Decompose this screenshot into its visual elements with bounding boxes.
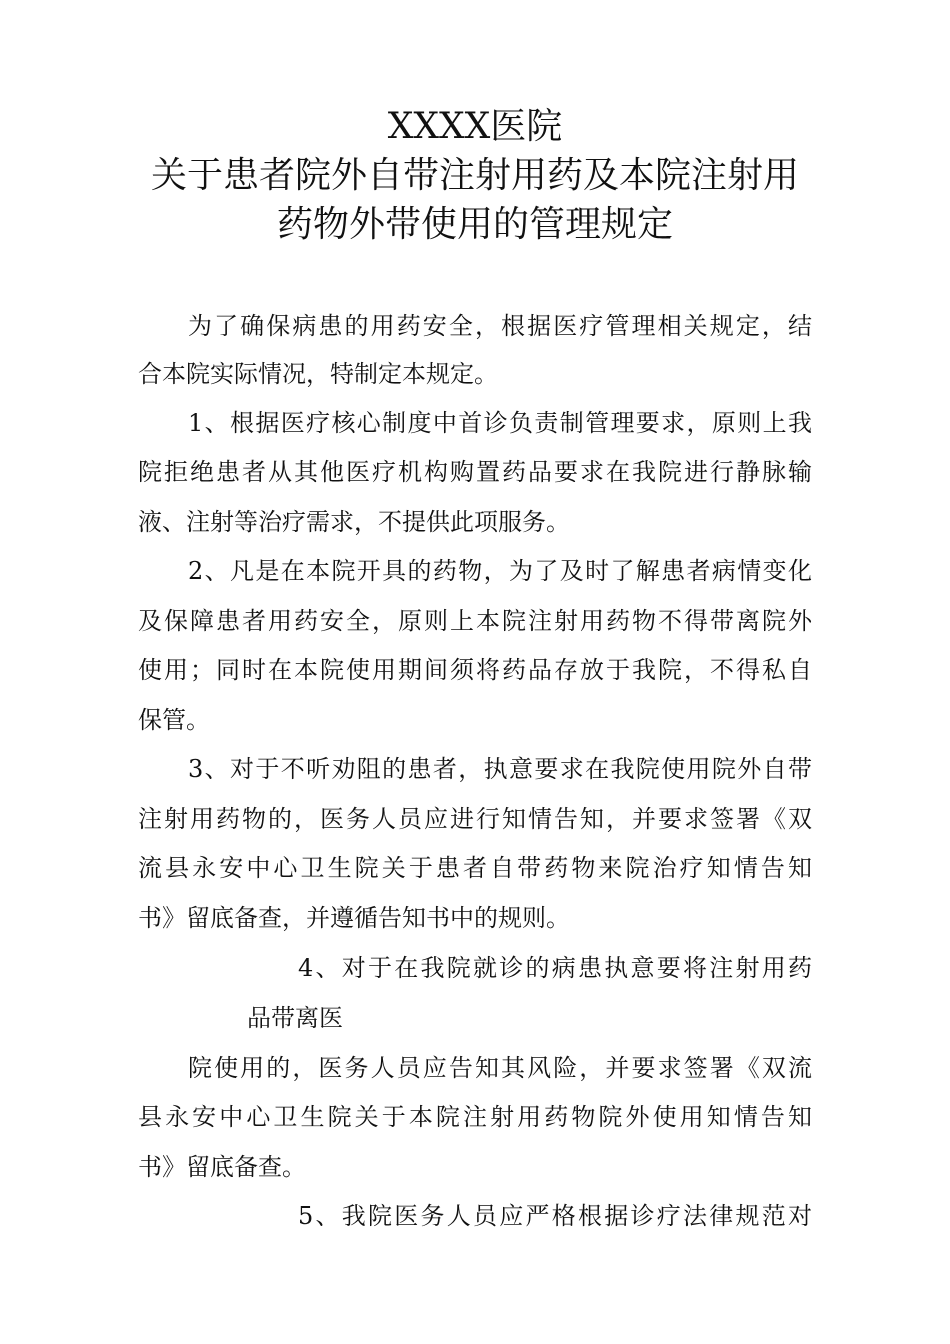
hospital-name: XXXX医院 (387, 106, 563, 147)
body-line: 3、对于不听劝阻的患者，执意要求在我院使用院外自带 (188, 755, 812, 783)
body-line: 院拒绝患者从其他医疗机构购置药品要求在我院进行静脉输 (138, 458, 812, 486)
body-line: 2、凡是在本院开具的药物，为了及时了解患者病情变化 (188, 557, 812, 585)
body-line: 使用；同时在本院使用期间须将药品存放于我院，不得私自 (138, 656, 812, 684)
body-line: 1、根据医疗核心制度中首诊负责制管理要求，原则上我 (188, 409, 812, 437)
body-line: 流县永安中心卫生院关于患者自带药物来院治疗知情告知 (138, 854, 812, 882)
body-line: 4、对于在我院就诊的病患执意要将注射用药 (298, 954, 812, 982)
document-title-line-1: 关于患者院外自带注射用药及本院注射用 (150, 155, 799, 196)
body-line: 及保障患者用药安全，原则上本院注射用药物不得带离院外 (138, 607, 812, 635)
body-line: 院使用的，医务人员应告知其风险，并要求签署《双流 (188, 1054, 812, 1082)
body-line: 县永安中心卫生院关于本院注射用药物院外使用知情告知 (138, 1103, 812, 1131)
body-line: 书》留底备查。 (138, 1153, 306, 1181)
body-line: 保管。 (138, 706, 210, 734)
document-title-line-2: 药物外带使用的管理规定 (276, 204, 673, 245)
body-line: 合本院实际情况，特制定本规定。 (138, 360, 498, 388)
body-line: 品带离医 (247, 1004, 343, 1032)
body-line: 为了确保病患的用药安全，根据医疗管理相关规定，结 (188, 312, 812, 340)
body-line: 注射用药物的，医务人员应进行知情告知，并要求签署《双 (138, 805, 812, 833)
body-line: 液、注射等治疗需求，不提供此项服务。 (138, 508, 570, 536)
body-line: 书》留底备查，并遵循告知书中的规则。 (138, 904, 570, 932)
body-line: 5、我院医务人员应严格根据诊疗法律规范对 (298, 1202, 812, 1230)
